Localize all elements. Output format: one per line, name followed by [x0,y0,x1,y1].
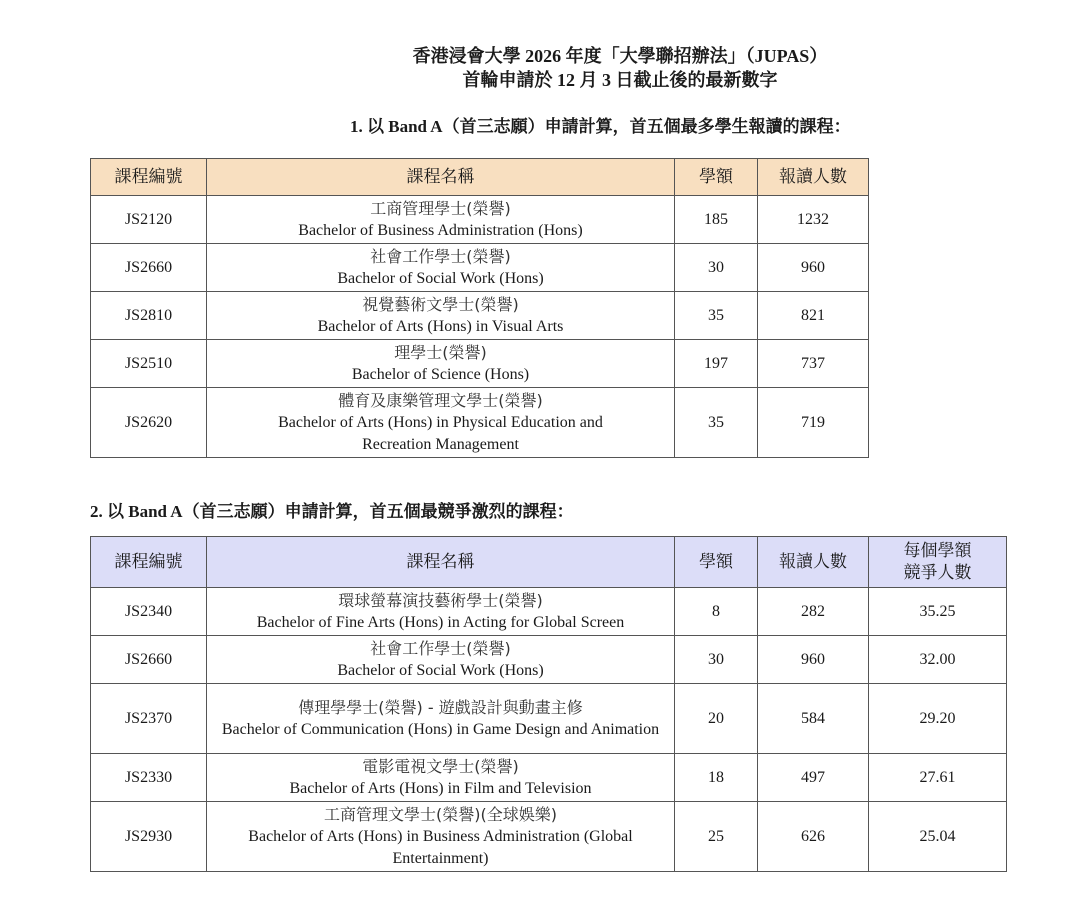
course-code: JS2660 [91,636,207,684]
course-name [207,588,675,636]
applicants: 960 [758,244,869,292]
applicants: 960 [758,636,869,684]
applicants: 282 [758,588,869,636]
course-code: JS2660 [91,244,207,292]
places: 30 [675,244,758,292]
course-code: JS2370 [91,684,207,754]
col-header-applicants: 報讀人數 [758,159,869,196]
title-line-2: 首輪申請於 12 月 3 日截止後的最新數字 [462,70,778,90]
places: 197 [675,340,758,388]
table-row [91,388,869,458]
col-header-places: 學額 [675,159,758,196]
table-row [91,340,869,388]
places: 25 [675,802,758,872]
course-name-zh: 理學士(榮譽) [394,342,487,362]
title-line-1: 香港浸會大學 2026 年度「大學聯招辦法」（JUPAS） [412,46,828,66]
table-row [91,588,1007,636]
course-name [207,244,675,292]
ratio: 25.04 [869,802,1007,872]
course-name-en: Bachelor of Science (Hons) [351,365,530,383]
table-row [91,684,1007,754]
document-title [0,44,1080,92]
course-name-zh: 體育及康樂管理文學士(榮譽) [338,390,543,410]
col-header-places: 學額 [675,537,758,588]
col-header-ratio [869,537,1007,588]
course-name-en: Bachelor of Social Work (Hons) [337,661,544,679]
course-name [207,340,675,388]
course-name-zh: 工商管理文學士(榮譽)(全球娛樂) [324,804,557,824]
col-header-name: 課程名稱 [207,537,675,588]
course-name-zh: 視覺藝術文學士(榮譽) [362,294,519,314]
places: 18 [675,754,758,802]
course-name-en: Bachelor of Arts (Hons) in Film and Television [289,779,592,797]
ratio: 32.00 [869,636,1007,684]
places: 185 [675,196,758,244]
course-name-en: Bachelor of Arts (Hons) in Visual Arts [317,317,564,335]
course-code: JS2330 [91,754,207,802]
col-header-code: 課程編號 [91,159,207,196]
col-header-applicants: 報讀人數 [758,537,869,588]
course-name-en: Bachelor of Arts (Hons) in Business Administration (Global Entertainment) [248,827,633,867]
course-name-zh: 傳理學學士(榮譽) - 遊戲設計與動畫主修 [298,697,583,717]
course-name [207,196,675,244]
course-name-zh: 環球螢幕演技藝術學士(榮譽) [338,590,543,610]
ratio: 35.25 [869,588,1007,636]
table-row [91,196,869,244]
places: 35 [675,292,758,340]
applicants: 719 [758,388,869,458]
table-header-row [91,537,1007,588]
course-name [207,684,675,754]
ratio: 27.61 [869,754,1007,802]
course-name [207,636,675,684]
course-code: JS2510 [91,340,207,388]
applicants: 497 [758,754,869,802]
course-code: JS2120 [91,196,207,244]
col-header-name: 課程名稱 [207,159,675,196]
course-name-zh: 工商管理學士(榮譽) [370,198,511,218]
course-name-en: Bachelor of Social Work (Hons) [337,269,544,287]
col-header-ratio-line2: 競爭人數 [903,563,972,583]
course-code: JS2810 [91,292,207,340]
applicants: 821 [758,292,869,340]
course-name [207,388,675,458]
table-row [91,802,1007,872]
course-name-en: Bachelor of Fine Arts (Hons) in Acting for Global Screen [256,613,625,631]
applicants: 584 [758,684,869,754]
course-name-en: Bachelor of Arts (Hons) in Physical Education and Recreation Management [278,413,603,453]
places: 35 [675,388,758,458]
table-header-row [91,159,869,196]
table-row [91,244,869,292]
course-name [207,802,675,872]
course-name [207,292,675,340]
applicants: 1232 [758,196,869,244]
applicants: 626 [758,802,869,872]
col-header-code: 課程編號 [91,537,207,588]
table-row [91,754,1007,802]
course-name-en: Bachelor of Business Administration (Hons) [298,221,583,239]
course-name-en: Bachelor of Communication (Hons) in Game Design and Animation [221,720,660,738]
course-name-zh: 電影電視文學士(榮譽) [362,756,519,776]
places: 30 [675,636,758,684]
course-name [207,754,675,802]
course-code: JS2930 [91,802,207,872]
course-code: JS2620 [91,388,207,458]
section-1-heading: 1. 以 Band A（首三志願）申請計算，首五個最多學生報讀的課程： [350,117,851,136]
course-name-zh: 社會工作學士(榮譽) [370,246,511,266]
most-competitive-table [90,536,1007,872]
course-name-zh: 社會工作學士(榮譽) [370,638,511,658]
table-row [91,636,1007,684]
table-row [91,292,869,340]
places: 8 [675,588,758,636]
col-header-ratio-line1: 每個學額 [903,541,972,561]
section-2-heading: 2. 以 Band A（首三志願）申請計算，首五個最競爭激烈的課程： [90,502,574,521]
most-applied-table [90,158,869,458]
applicants: 737 [758,340,869,388]
ratio: 29.20 [869,684,1007,754]
course-code: JS2340 [91,588,207,636]
places: 20 [675,684,758,754]
